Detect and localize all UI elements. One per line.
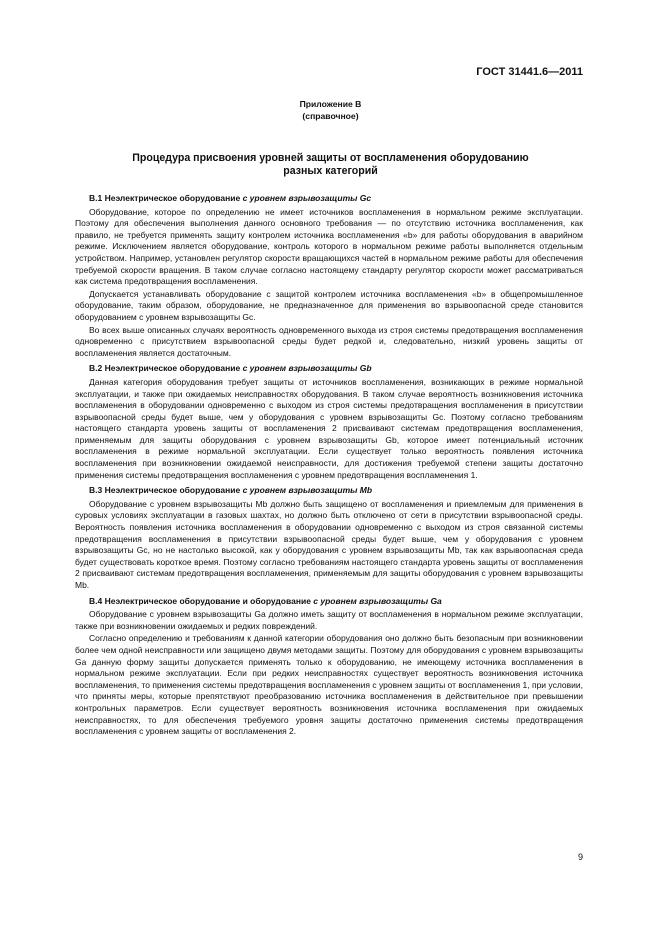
section-heading bbox=[75, 363, 583, 375]
section-heading bbox=[75, 596, 583, 608]
section-heading-text: В.1 Неэлектрическое оборудование bbox=[89, 193, 243, 203]
section-heading-italic: с уровнем взрывозащиты Ga bbox=[313, 595, 442, 606]
appendix-label: Приложение В bbox=[299, 99, 362, 109]
paragraph: Допускается устанавливать оборудование с защитой контролем источника воспламенения «b» в общепромышленное оборудование, таким образом, оборудование, не предназначенное для применения во взрывоопасной среде становится оборудованием с уровнем взрывозащиты Gc. bbox=[75, 288, 583, 322]
title-line-1: Процедура присвоения уровней защиты от воспламенения оборудованию bbox=[132, 152, 529, 164]
section-b4 bbox=[75, 596, 583, 738]
paragraph: Оборудование с уровнем взрывозащиты Mb должно быть защищено от воспламенения и приемлемым для применения в суровых условиях эксплуатации в газовых шахтах, но должно быть отключено от сети в присутствии взрывоопасной среды. Вероятность появления источника воспламенения в оборудовании одновременно с выходом из строя связанной системы предотвращения воспламенения в присутствии взрывоопасной среды будет выше, чем у оборудования с уровнем взрывозащиты Gc, но не настолько высокой, как у оборудования с уровнем взрывозащиты Mb, так как взрывоопасная среда будет существовать короткое время. Поэтому согласно требованиям настоящего стандарта уровень защиты от воспламенения 2 присваивают системам предотвращения воспламенения, применяемым для защиты оборудования с уровнем взрывозащиты Mb. bbox=[75, 498, 583, 590]
section-b1 bbox=[75, 193, 583, 359]
paragraph: Оборудование с уровнем взрывозащиты Ga должно иметь защиту от воспламенения в нормальном режиме эксплуатации, также при возникновении ожидаемых и редких повреждений. bbox=[75, 609, 583, 631]
title-line-2: разных категорий bbox=[283, 165, 378, 177]
appendix-type: (справочное) bbox=[302, 111, 359, 121]
paragraph: Оборудование, которое по определению не имеет источников воспламенения в нормальном режиме эксплуатации. Поэтому для обеспечения выполнения данного основного требования — по отсутствию источника воспламенения, как правило, не требуется применять защиту контролем источника воспламенения «b» для работы оборудования в аварийном режиме. Исключением является оборудование, контроль которого в нормальном режиме работы выполняется отдельным устройством. Например, установлен регулятор скорости вращающихся частей в нормальном режиме работы для обеспечения требуемой скорости вращения. В таком случае согласно настоящему стандарту регулятор скорости может рассматриваться как система предотвращения воспламенения. bbox=[75, 206, 583, 287]
section-heading-text: В.4 Неэлектрическое оборудование и оборудование bbox=[89, 595, 314, 606]
section-b2 bbox=[75, 363, 583, 481]
section-heading-text: В.3 Неэлектрическое оборудование bbox=[89, 485, 243, 496]
document-id-header: ГОСТ 31441.6—2011 bbox=[476, 66, 583, 78]
section-heading-italic: с уровнем взрывозащиты Gc bbox=[242, 193, 372, 203]
document-body bbox=[75, 192, 583, 739]
section-heading-italic: с уровнем взрывозащиты Gb bbox=[242, 363, 372, 374]
section-b3 bbox=[75, 485, 583, 591]
paragraph: Данная категория оборудования требует защиты от источников воспламенения, возникающих в режиме нормальной эксплуатации, и также при ожидаемых неисправностях оборудования. В таком случае вероятность возникновения источника воспламенения в оборудовании одновременно с выходом из строя системы предотвращения воспламенения в присутствии взрывоопасной среды будет выше, чем у оборудования с уровнем взрывозащиты Gc. Поэтому согласно требованиям настоящего стандарта уровень защиты от воспламенения 2 присваивают системам предотвращения воспламенения, применяемым для защиты оборудования с уровнем взрывозащиты Gb, которое имеет потенциальный источник воспламенения в режиме нормальной эксплуатации. Если существует только вероятность появления источника воспламенения при возникновении ожидаемой неисправности, для достижения требуемой степени защиты достаточно применения системы предотвращения воспламенения с уровнем предотвращения воспламенения 1. bbox=[75, 376, 583, 480]
paragraph: Во всех выше описанных случаях вероятность одновременного выхода из строя системы предотвращения воспламенения одновременно с присутствием взрывоопасной среды будет редкой и, следовательно, низкий уровень защиты от воспламенения является достаточным. bbox=[75, 324, 583, 358]
section-heading bbox=[75, 193, 583, 205]
section-heading-italic: с уровнем взрывозащиты Mb bbox=[242, 485, 373, 496]
paragraph: Согласно определению и требованиям к данной категории оборудования оно должно быть безопасным при возникновении более чем одной неисправности или защищено двумя методами защиты. Поэтому для оборудования с уровнем взрывозащиты Ga данную форму защиты допускается применять только к оборудованию, не имеющему источника воспламенения в нормальном режиме эксплуатации. Если при редких неисправностях существует вероятность возникновения источника воспламенения, то применения системы предотвращения воспламенения с уровнем защиты от воспламенения 1, при условии, что приняты меры, которые препятствуют преобразованию источника воспламенения в действительное при превышении контрольных параметров. Если существует вероятность возникновения источника воспламенения при ожидаемых неисправностях, то для обеспечения требуемого уровня защиты достаточно применения системы предотвращения воспламенения с уровнем защиты от воспламенения 2. bbox=[75, 633, 583, 737]
section-heading-text: В.2 Неэлектрическое оборудование bbox=[89, 363, 243, 374]
document-title bbox=[90, 152, 571, 178]
page-number: 9 bbox=[577, 852, 583, 862]
appendix-heading bbox=[0, 98, 661, 122]
section-heading bbox=[75, 485, 583, 497]
